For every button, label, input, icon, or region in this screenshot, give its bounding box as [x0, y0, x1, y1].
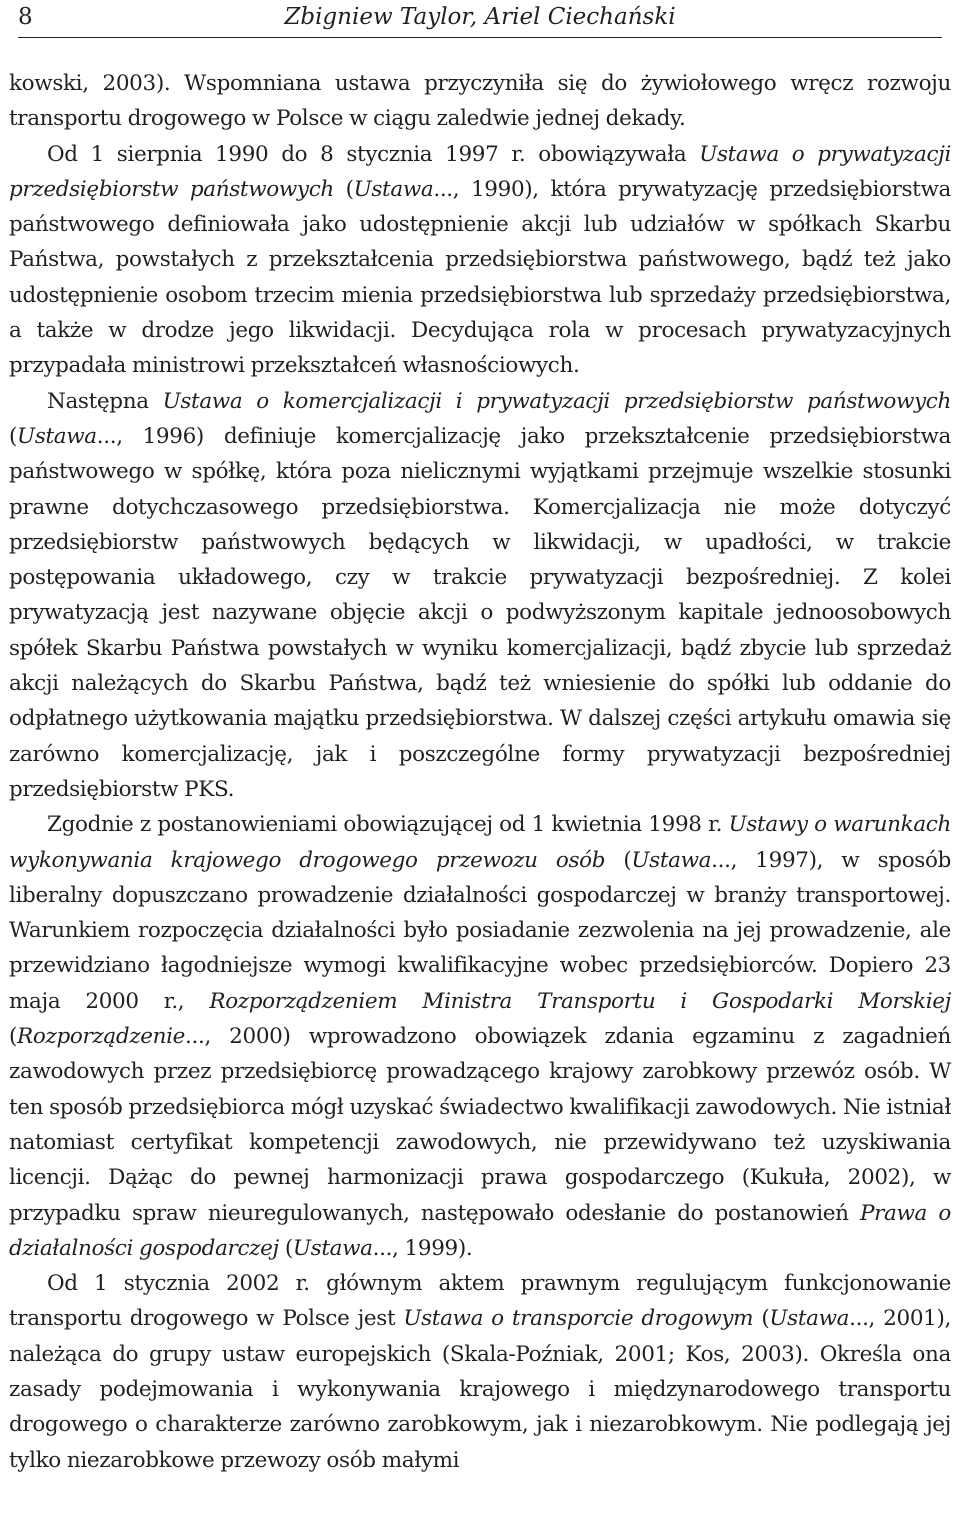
italic-title-run: Prawa o działalności gospodarczej [9, 1200, 951, 1261]
italic-title-run: Ustawa [292, 1235, 373, 1261]
text-run: ( [333, 176, 354, 202]
text-run: ( [605, 847, 632, 873]
text-run: Zgodnie z postanowieniami obowiązującej od 1 kwietnia 1998 r. [47, 812, 729, 838]
running-head-authors: Zbigniew Taylor, Ariel Ciechański [284, 4, 676, 30]
paragraph [9, 807, 951, 1266]
paragraph [9, 66, 951, 137]
paragraph [9, 137, 951, 384]
italic-title-run: Rozporządzeniem Ministra Transportu i Gospodarki Morskiej [209, 988, 951, 1014]
text-run: ( [9, 1024, 18, 1050]
italic-title-run: Ustawa o komercjalizacji i prywatyzacji przedsiębiorstw państwowych [162, 388, 952, 414]
text-run: ..., 2000) wprowadzono obowiązek zdania egzaminu z zagadnień zawodowych przez przedsiębiorcę prowadzącego krajowy zarobkowy przewóz osób. W ten sposób przedsiębiorca mógł uzyskać świadectwo kwalifikacji zawodowych. Nie istniał natomiast certyfikat kompetencji zawodowych, nie przewidywano też uzyskiwania licencji. Dążąc do pewnej harmonizacji prawa gospodarczego (Kukuła, 2002), w przypadku spraw nieuregulowanych, następowało odesłanie do postanowień [9, 1024, 951, 1226]
text-run: ( [9, 423, 18, 449]
body-text [9, 66, 951, 1478]
italic-title-run: Ustawa [17, 423, 97, 449]
paragraph [9, 1266, 951, 1478]
italic-title-run: Ustawa o transporcie drogowym [403, 1306, 754, 1332]
italic-title-run: Ustawa o prywatyzacji przedsiębiorstw państwowych [9, 141, 951, 202]
italic-title-run: Ustawy o warunkach wykonywania krajowego drogowego przewozu osób [9, 812, 951, 873]
text-run: ( [278, 1235, 293, 1261]
header-rule [18, 37, 942, 38]
text-run: ..., 1997), w sposób liberalny dopuszczano prowadzenie działalności gospodarczej w branży transportowej. Warunkiem rozpoczęcia działalności było posiadanie zezwolenia na jej prowadzenie, ale przewidziano łagodniejsze wymogi kwalifikacyjne wobec przedsiębiorców. Dopiero 23 maja 2000 r., [9, 847, 951, 1014]
italic-title-run: Ustawa [631, 847, 712, 873]
text-run: ( [753, 1306, 770, 1332]
text-run: ..., 1990), która prywatyzację przedsiębiorstwa państwowego definiowała jako udostępnienie akcji lub udziałów w spółkach Skarbu Państwa, powstałych z przekształcenia przedsiębiorstwa państwowego, bądź też jako udostępnienie osobom trzecim mienia przedsiębiorstwa lub sprzedaży przedsiębiorstwa, a także w drodze jego likwidacji. Decydująca rola w procesach prywatyzacyjnych przypadała ministrowi przekształceń własnościowych. [9, 176, 951, 379]
italic-title-run: Ustawa [353, 176, 434, 202]
text-run: Następna [47, 388, 163, 414]
page-header [9, 0, 951, 40]
italic-title-run: Ustawa [769, 1306, 850, 1332]
text-run: ..., 1999). [372, 1235, 473, 1261]
text-run: ..., 1996) definiuje komercjalizację jako przekształcenie przedsiębiorstwa państwowego w spółkę, która poza nielicznymi wyjątkami przejmuje wszelkie stosunki prawne dotychczasowego przedsiębiorstwa. Komercjalizacja nie może dotyczyć przedsiębiorstw państwowych będących w likwidacji, w upadłości, w trakcie postępowania układowego, czy w trakcie prywatyzacji bezpośredniej. Z kolei prywatyzacją jest nazywane objęcie akcji o podwyższonym kapitale jednoosobowych spółek Skarbu Państwa powstałych w wyniku komercjalizacji, bądź zbycie lub sprzedaż akcji należących do Skarbu Państwa, bądź też wniesienie do spółki lub oddanie do odpłatnego użytkowania majątku przedsiębiorstwa. W dalszej części artykułu omawia się zarówno komercjalizację, jak i poszczególne formy prywatyzacji bezpośredniej przedsiębiorstw PKS. [9, 423, 951, 802]
text-run: kowski, 2003). Wspomniana ustawa przyczyniła się do żywiołowego wręcz rozwoju transportu drogowego w Polsce w ciągu zaledwie jednej dekady. [9, 71, 951, 132]
paragraph [9, 384, 951, 808]
page-number: 8 [18, 4, 33, 30]
text-run: ..., 2001), należąca do grupy ustaw europejskich (Skala-Poźniak, 2001; Kos, 2003). Określa ona zasady podejmowania i wykonywania krajowego i międzynarodowego transportu drogowego o charakterze zarówno zarobkowym, jak i niezarobkowym. Nie podlegają jej tylko niezarobkowe przewozy osób małymi [9, 1306, 951, 1473]
italic-title-run: Rozporządzenie [17, 1024, 185, 1050]
text-run: Od 1 sierpnia 1990 do 8 stycznia 1997 r. obowiązywała [47, 141, 700, 167]
text-run: Od 1 stycznia 2002 r. głównym aktem prawnym regulującym funkcjonowanie transportu drogowego w Polsce jest [9, 1271, 951, 1332]
